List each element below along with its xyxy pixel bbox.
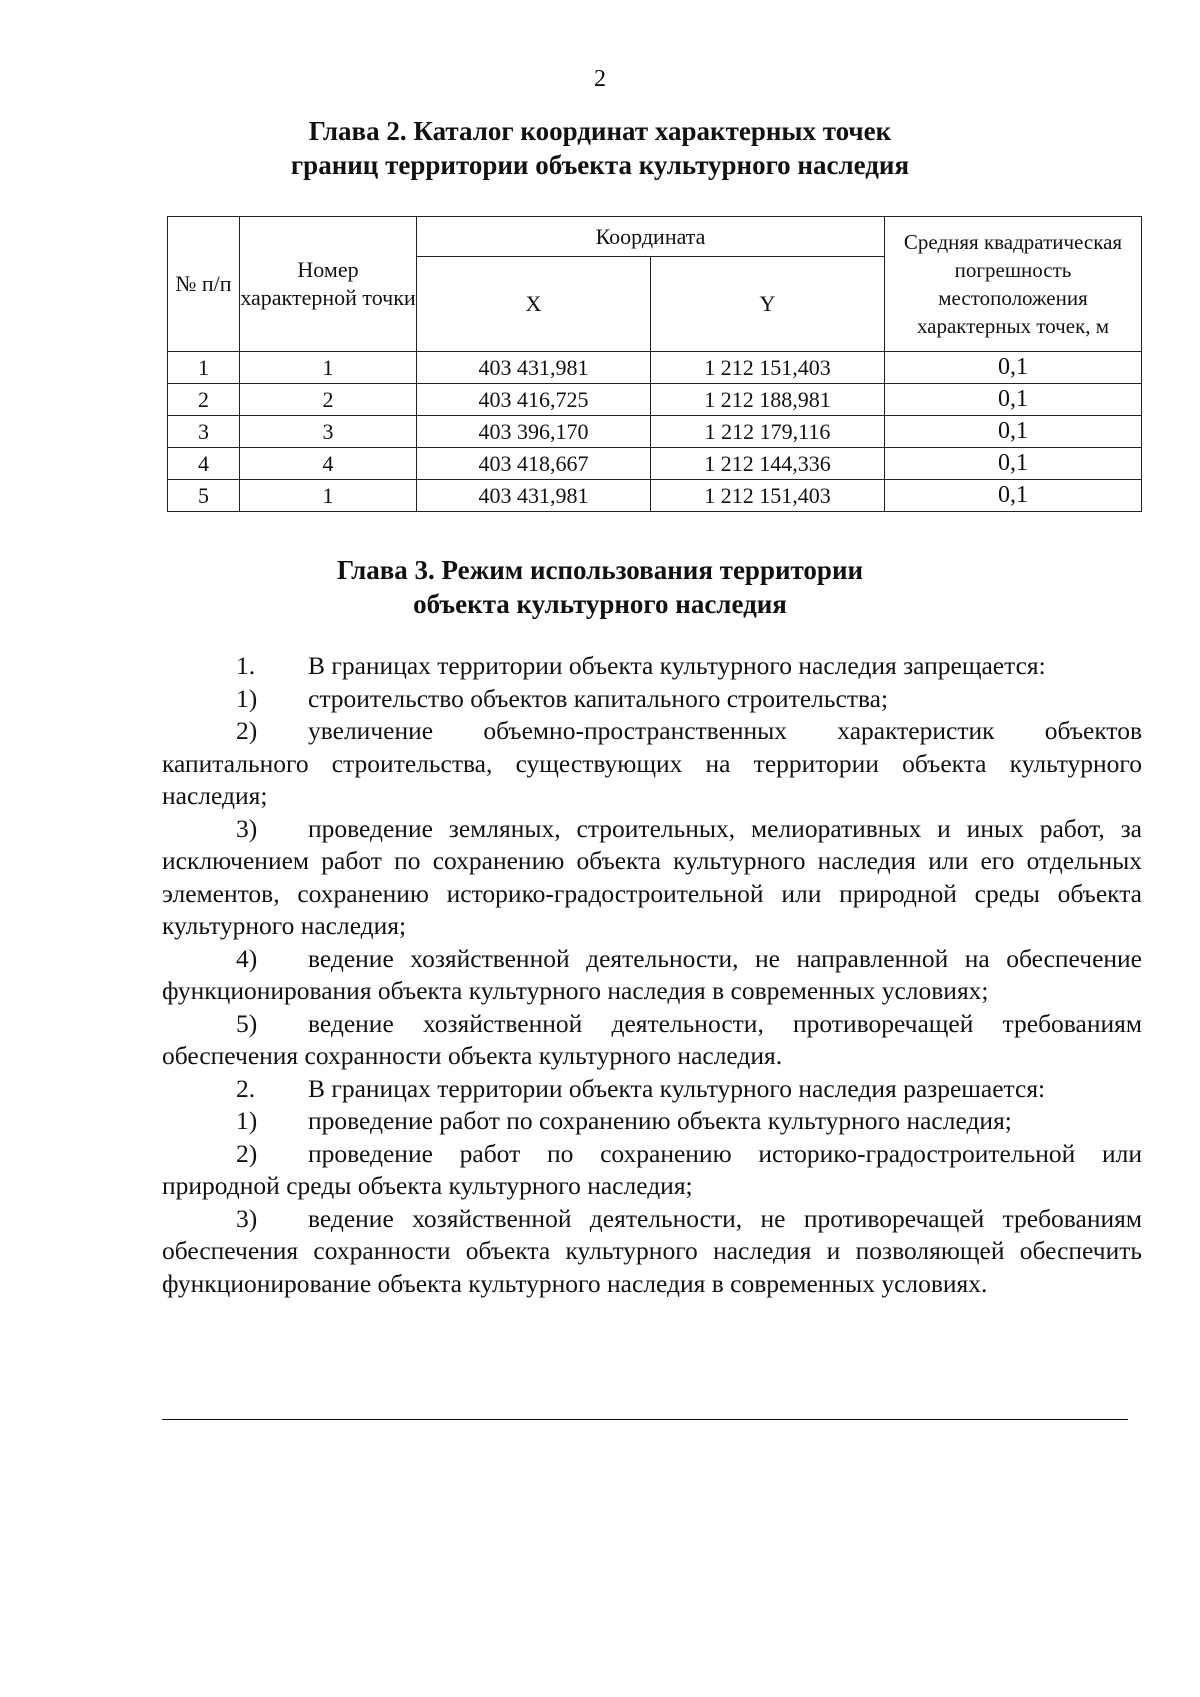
- paragraph: [162, 1138, 1142, 1203]
- chapter3-title-line2: объекта культурного наследия: [413, 589, 787, 619]
- table-row: [168, 352, 1142, 384]
- paragraph: [162, 715, 1142, 813]
- paragraph: [162, 1203, 1142, 1301]
- paragraph-text: В границах территории объекта культурного наследия запрещается:: [308, 651, 1046, 680]
- paragraph-number: 3): [236, 1203, 258, 1233]
- cell-point: 4: [240, 448, 417, 480]
- table-row: [168, 416, 1142, 448]
- chapter3-title-line1: Глава 3. Режим использования территории: [336, 555, 864, 585]
- table-row: [168, 480, 1142, 512]
- paragraph-number: 1): [236, 683, 258, 713]
- cell-y: 1 212 179,116: [651, 416, 885, 448]
- chapter2-title-line1: Глава 2. Каталог координат характерных точек: [308, 116, 892, 146]
- paragraph-number: 2.: [236, 1073, 256, 1103]
- paragraph-number: 1): [236, 1106, 258, 1135]
- paragraph: [162, 813, 1142, 943]
- cell-x: 403 431,981: [417, 352, 651, 384]
- paragraph-text: проведение земляных, строительных, мелиоративных и иных работ, за исключением работ по сохранению объекта культурного наследия или его отдельных элементов, сохранению историко-градостроительной или природной среды объекта культурного наследия;: [162, 813, 1142, 940]
- cell-x: 403 396,170: [417, 416, 651, 448]
- paragraph-number: 2): [236, 1138, 258, 1168]
- chapter2-title: [0, 114, 1200, 182]
- header-num: № п/п: [168, 217, 240, 352]
- paragraph-text: строительство объектов капитального строительства;: [308, 683, 889, 713]
- chapter3-title: [0, 553, 1200, 621]
- footer-divider: [162, 1419, 1128, 1420]
- header-point: Номер характерной точки: [240, 217, 417, 352]
- cell-point: 1: [240, 480, 417, 512]
- cell-num: 1: [168, 352, 240, 384]
- header-accuracy: Средняя квадратическая погрешность местоположения характерных точек, м: [885, 217, 1142, 352]
- cell-accuracy: 0,1: [885, 416, 1142, 448]
- paragraph-text: проведение работ по сохранению объекта культурного наследия;: [308, 1106, 1012, 1135]
- cell-point: 3: [240, 416, 417, 448]
- paragraph-number: 1.: [236, 651, 256, 680]
- paragraph: [162, 1073, 1142, 1106]
- paragraph-text: ведение хозяйственной деятельности, противоречащей требованиям обеспечения сохранности объекта культурного наследия.: [162, 1008, 1142, 1070]
- paragraph-text: ведение хозяйственной деятельности, не направленной на обеспечение функционирования объекта культурного наследия в современных условиях;: [162, 943, 1142, 1005]
- cell-accuracy: 0,1: [885, 448, 1142, 480]
- cell-y: 1 212 151,403: [651, 480, 885, 512]
- paragraph: [162, 1008, 1142, 1073]
- cell-x: 403 431,981: [417, 480, 651, 512]
- cell-accuracy: 0,1: [885, 384, 1142, 416]
- paragraph-number: 5): [236, 1008, 258, 1038]
- paragraph-number: 3): [236, 813, 258, 843]
- paragraph: [162, 1105, 1142, 1138]
- chapter2-title-line2: границ территории объекта культурного наследия: [290, 150, 910, 180]
- cell-point: 2: [240, 384, 417, 416]
- paragraph: [162, 943, 1142, 1008]
- paragraph-number: 4): [236, 943, 258, 973]
- paragraph-text: В границах территории объекта культурного наследия разрешается:: [308, 1073, 1046, 1103]
- header-coordinate: Координата: [417, 217, 885, 257]
- paragraph: [162, 650, 1142, 683]
- regime-text: [162, 650, 1142, 1300]
- cell-y: 1 212 151,403: [651, 352, 885, 384]
- table-row: [168, 448, 1142, 480]
- page-number: 2: [594, 66, 606, 92]
- cell-y: 1 212 188,981: [651, 384, 885, 416]
- cell-num: 3: [168, 416, 240, 448]
- cell-num: 4: [168, 448, 240, 480]
- cell-point: 1: [240, 352, 417, 384]
- paragraph-number: 2): [236, 716, 258, 745]
- cell-accuracy: 0,1: [885, 480, 1142, 512]
- coordinates-table: [167, 216, 1142, 512]
- cell-accuracy: 0,1: [885, 352, 1142, 384]
- table-row: [168, 384, 1142, 416]
- paragraph-text: проведение работ по сохранению историко-градостроительной или природной среды объекта культурного наследия;: [162, 1138, 1142, 1200]
- cell-num: 2: [168, 384, 240, 416]
- header-x: X: [417, 257, 651, 352]
- paragraph: [162, 683, 1142, 716]
- cell-x: 403 416,725: [417, 384, 651, 416]
- paragraph-text: ведение хозяйственной деятельности, не противоречащей требованиям обеспечения сохранности объекта культурного наследия и позволяющей обеспечить функционирование объекта культурного наследия в современных условиях.: [162, 1203, 1142, 1298]
- header-y: Y: [651, 257, 885, 352]
- paragraph-text: увеличение объемно-пространственных характеристик объектов капитального строительства, существующих на территории объекта культурного наследия;: [162, 716, 1142, 810]
- cell-x: 403 418,667: [417, 448, 651, 480]
- cell-num: 5: [168, 480, 240, 512]
- cell-y: 1 212 144,336: [651, 448, 885, 480]
